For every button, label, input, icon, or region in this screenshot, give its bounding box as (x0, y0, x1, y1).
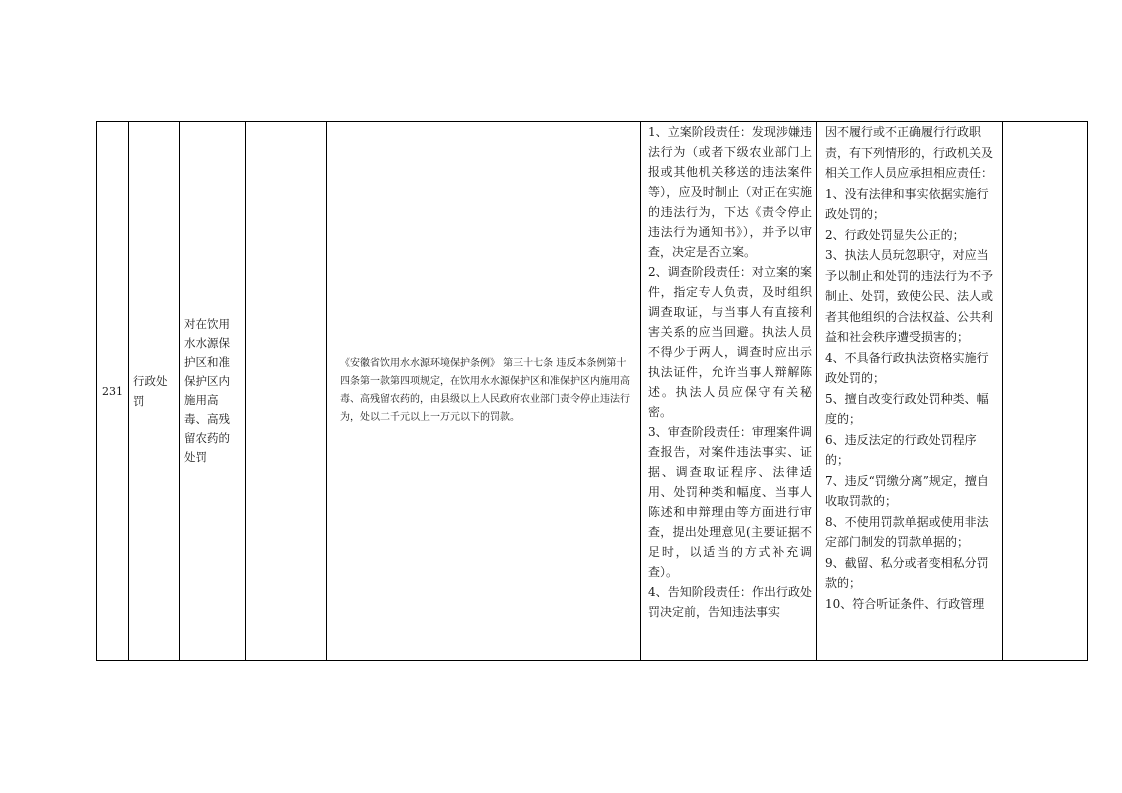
accountability-item: 1、没有法律和事实依据实施行政处罚的； (825, 186, 989, 221)
responsibility-review: 3、审查阶段责任：审理案件调查报告，对案件违法事实、证据、调查取证程序、法律适用、处罚种类和幅度、当事人陈述和申辩理由等方面进行审查，提出处理意见(主要证据不足时，以适当的方式补充调查）。 (648, 425, 812, 579)
accountability-item: 5、擅自改变行政处罚种类、幅度的； (825, 391, 989, 426)
accountability-item: 7、违反“罚缴分离”规定，擅自收取罚款的； (825, 473, 989, 508)
item-name-cell (180, 122, 246, 661)
accountability-item: 10、符合听证条件、行政管理 (825, 596, 985, 611)
responsibility-cell (641, 122, 817, 661)
row-number-cell (97, 122, 129, 661)
item-name: 对在饮用水水源保护区和准保护区内施用高毒、高残留农药的处罚 (184, 317, 230, 464)
legal-basis-cell (327, 122, 641, 661)
power-type: 行政处罚 (133, 374, 168, 408)
accountability-intro: 因不履行或不正确履行行政职责，有下列情形的，行政机关及相关工作人员应承担相应责任： (825, 125, 994, 180)
accountability-item: 6、违反法定的行政处罚程序的； (825, 432, 977, 467)
power-type-cell (129, 122, 180, 661)
accountability-cell (817, 122, 1003, 661)
accountability-item: 9、截留、私分或者变相私分罚款的； (825, 555, 989, 590)
accountability-item: 2、行政处罚显失公正的； (825, 227, 965, 242)
responsibility-filing: 1、立案阶段责任：发现涉嫌违法行为（或者下级农业部门上报或其他机关移送的违法案件等），应及时制止（对正在实施的违法行为，下达《责令停止违法行为通知书》），并予以审查，决定是否立案。 (648, 125, 812, 259)
accountability-item: 3、执法人员玩忽职守，对应当予以制止和处罚的违法行为不予制止、处罚，致使公民、法人或者其他组织的合法权益、公共利益和社会秩序遭受损害的； (825, 248, 994, 344)
responsibility-investigation: 2、调查阶段责任：对立案的案件，指定专人负责，及时组织调查取证，与当事人有直接利害关系的应当回避。执法人员不得少于两人，调查时应出示执法证件，允许当事人辩解陈述。执法人员应保守有关秘密。 (648, 265, 812, 419)
table-row (97, 122, 1088, 661)
responsibility-notification: 4、告知阶段责任：作出行政处罚决定前，告知违法事实 (648, 585, 812, 619)
legal-basis-text: 《安徽省饮用水水源环境保护条例》 第三十七条 违反本条例第十四条第一款第四项规定，在饮用水水源保护区和准保护区内施用高毒、高残留农药的，由县级以上人民政府农业部门责令停止违法行为，处以二千元以上一万元以下的罚款。 (340, 358, 630, 423)
sub-item-cell (246, 122, 327, 661)
remarks-cell (1003, 122, 1088, 661)
accountability-item: 4、不具备行政执法资格实施行政处罚的； (825, 350, 989, 385)
accountability-item: 8、不使用罚款单据或使用非法定部门制发的罚款单据的； (825, 514, 989, 549)
row-number: 231 (102, 384, 123, 398)
power-list-table (96, 121, 1088, 661)
